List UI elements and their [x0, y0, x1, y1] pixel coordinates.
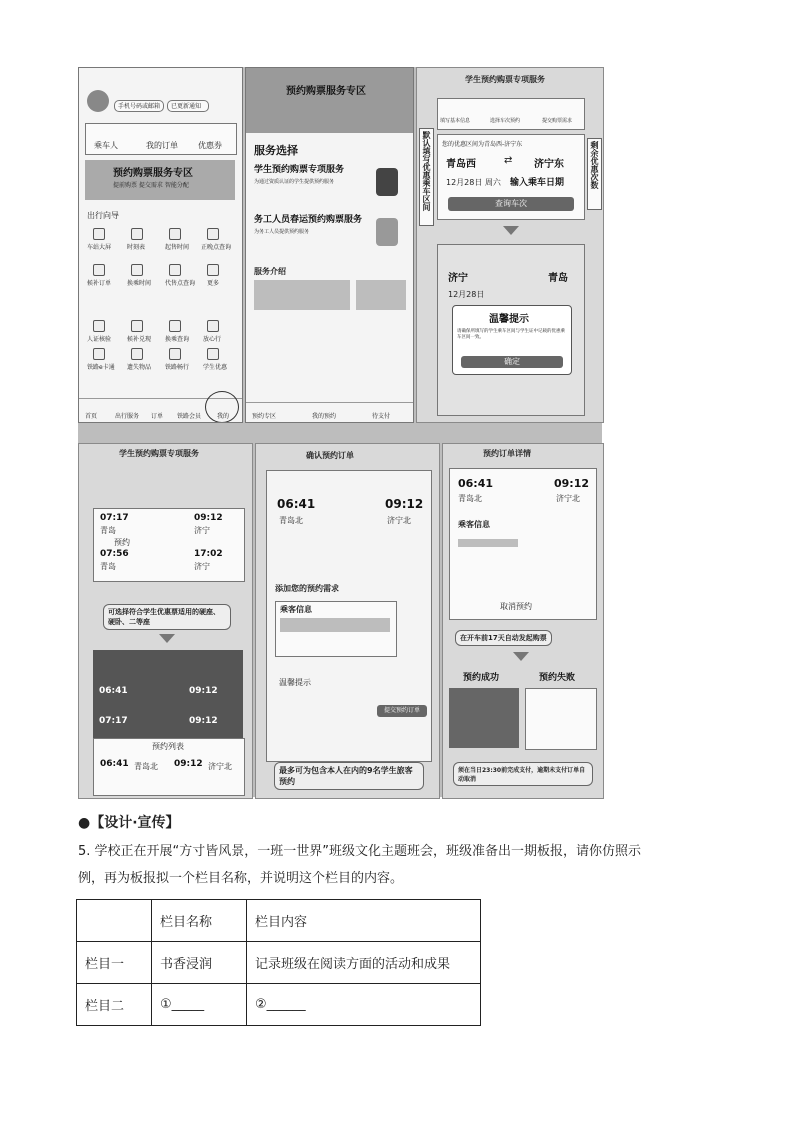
header-banner: 预约购票服务专区 [246, 68, 413, 133]
nav-unpaid[interactable]: 待支付 [372, 413, 391, 420]
train-list-card: 07:17 09:12 青岛 济宁 预约 07:56 17:02 青岛 济宁 [93, 508, 245, 582]
table-row: 栏目一 书香浸润 记录班级在阅读方面的活动和成果 [77, 942, 481, 984]
seat-callout: 可选择符合学生优惠票适用的硬座、硬卧、二等座 [103, 604, 231, 630]
panel3-header: 学生预约购票专项服务 [465, 75, 545, 84]
timetable-icon[interactable] [131, 228, 143, 240]
answer-blank-1[interactable]: ①_____ [152, 984, 247, 1026]
passenger-box: 乘客信息 [275, 601, 397, 657]
highlight-circle [205, 391, 239, 423]
table-header-row: 栏目名称 栏目内容 [77, 900, 481, 942]
worker-option[interactable]: 务工人员春运预约购票服务 为务工人员提供预约服务 [252, 210, 407, 256]
tab-select-train[interactable]: 选择车次预约 [490, 118, 521, 124]
lock-icon[interactable] [169, 320, 181, 332]
screen-icon[interactable] [93, 228, 105, 240]
lost-item-icon[interactable] [131, 348, 143, 360]
card-icon[interactable] [93, 348, 105, 360]
nav-my-reserve[interactable]: 我的预约 [312, 413, 337, 420]
guide-title: 出行向导 [87, 211, 119, 220]
date-field[interactable]: 12月28日 周六 [446, 178, 501, 187]
reserve-fail-label: 预约失败 [539, 673, 576, 683]
detail-card: 06:41 09:12 青岛北 济宁北 乘客信息 取消预约 [449, 468, 597, 620]
section-title: ●【设计·宣传】 [78, 815, 180, 831]
result-card: 济宁 青岛 12月28日 温馨提示 请确保所填写的学生乘车区间与学生证中记载的优惠乘车区间一致。 确定 [437, 244, 585, 416]
delay-icon[interactable] [207, 228, 219, 240]
query-button[interactable]: 查询车次 [448, 197, 574, 211]
query-card: 您的优惠区间为青岛西-济宁东 青岛西 ⇄ 济宁东 12月28日 周六 输入乘车日期 查询车次 [437, 134, 585, 220]
from-station[interactable]: 青岛西 [446, 159, 476, 170]
to-station[interactable]: 济宁东 [534, 159, 564, 170]
sale-time-icon[interactable] [169, 228, 181, 240]
passenger-placeholder [280, 618, 390, 632]
tab-submit[interactable]: 提交购票需求 [542, 118, 573, 124]
side-label-right: 剩余优惠次数 [587, 138, 602, 210]
question-line-2: 例，再为板报拟一个栏目名称，并说明这个栏目的内容。 [78, 871, 404, 886]
bottom-nav [79, 398, 242, 423]
notice-button[interactable]: 已更新通知 [167, 100, 209, 112]
down-arrow [503, 226, 519, 235]
side-label-left: 默认填写优惠乘车区间 [419, 128, 434, 226]
reserve-link[interactable]: 预约 [114, 538, 130, 547]
tab-fill-info[interactable]: 填写基本信息 [440, 118, 471, 124]
app-home-screen: 手机号码或邮箱 已更新通知 乘车人 我的订单 优惠券 预约购票服务专区 提前购票 提交需求 智能分配 出行向导 车站大屏 时刻表 起售时间 正晚点查询 候补订单 换乘时间 代售点查询 更多 人证核验 候补兑现 换乘查询 放心行 铁路e卡通 遗失物品 铁路畅行 学生优惠 首页 出行服务 订单 铁路会员 我的 [78, 67, 243, 423]
passenger-callout: 最多可为包含本人在内的9名学生旅客预约 [274, 762, 424, 790]
waitlist-icon[interactable] [93, 264, 105, 276]
passenger-placeholder [458, 539, 518, 547]
down-arrow [159, 634, 175, 643]
service-select-title: 服务选择 [254, 144, 298, 157]
down-arrow [513, 652, 529, 661]
train-list-screen [78, 443, 253, 799]
panel6-header: 预约订单详情 [483, 449, 531, 458]
screenshot-figure [78, 67, 602, 797]
shortcut-bar [85, 123, 237, 155]
shortcut-coupons[interactable]: 优惠券 [198, 141, 222, 150]
ticket-icon[interactable] [169, 348, 181, 360]
id-check-icon[interactable] [93, 320, 105, 332]
avatar [87, 90, 109, 112]
query-screen [416, 67, 604, 423]
nav-mine[interactable]: 我的 [217, 413, 230, 420]
question-line-1: 5. 学校正在开展“方寸皆风景，一班一世界”班级文化主题班会，班级准备出一期板报，请你仿照示 [78, 844, 642, 859]
bottom-nav [246, 402, 413, 423]
confirm-order-screen [255, 443, 440, 799]
order-card: 06:41 09:12 青岛北 济宁北 添加您的预约需求 乘客信息 温馨提示 提交预约订单 [266, 470, 432, 762]
reserve-success-label: 预约成功 [463, 673, 500, 683]
reservation-banner[interactable]: 预约购票服务专区 提前购票 提交需求 智能分配 [85, 160, 235, 200]
answer-blank-2[interactable]: ②______ [247, 984, 481, 1026]
nav-reserve[interactable]: 预约专区 [252, 413, 277, 420]
success-thumbnail [449, 688, 519, 748]
confirm-button[interactable]: 确定 [461, 356, 563, 368]
nav-home[interactable]: 首页 [85, 413, 98, 420]
intro-card-2[interactable] [356, 280, 406, 310]
step-tabs [437, 98, 585, 130]
student-icon[interactable] [207, 348, 219, 360]
cash-icon[interactable] [131, 320, 143, 332]
cancel-reserve-link[interactable]: 取消预约 [500, 602, 532, 611]
panel4-header: 学生预约购票专项服务 [119, 449, 199, 458]
nav-service[interactable]: 出行服务 [115, 413, 140, 420]
warning-dialog: 温馨提示 请确保所填写的学生乘车区间与学生证中记载的优惠乘车区间一致。 确定 [452, 305, 572, 375]
submit-order-button[interactable]: 提交预约订单 [377, 705, 427, 717]
student-option[interactable]: 学生预约购票专项服务 为通过资质认证的学生提供预约服务 [252, 160, 407, 206]
shortcut-orders[interactable]: 我的订单 [146, 141, 178, 150]
shortcut-passenger[interactable]: 乘车人 [94, 141, 118, 150]
panel5-header: 确认预约订单 [306, 451, 354, 460]
intro-title: 服务介绍 [254, 267, 286, 276]
worker-icon [376, 218, 398, 246]
nav-orders[interactable]: 订单 [151, 413, 164, 420]
agent-icon[interactable] [169, 264, 181, 276]
graduate-icon [376, 168, 398, 196]
fail-thumbnail [525, 688, 597, 750]
phone-icon[interactable] [207, 320, 219, 332]
transfer-icon[interactable] [131, 264, 143, 276]
order-detail-screen [442, 443, 604, 799]
payment-callout: 须在当日23:30前完成支付，逾期未支付订单自动取消 [453, 762, 593, 786]
more-icon[interactable] [207, 264, 219, 276]
nav-member[interactable]: 铁路会员 [177, 413, 202, 420]
service-select-screen [245, 67, 414, 423]
reserve-list-popup: 预约列表 06:41 青岛北 09:12 济宁北 [93, 738, 245, 796]
swap-icon[interactable]: ⇄ [504, 155, 513, 166]
table-row: 栏目二 ①_____ ②______ [77, 984, 481, 1026]
auto-buy-callout: 在开车前17天自动发起购票 [455, 630, 552, 646]
column-table [76, 899, 481, 1026]
intro-card[interactable] [254, 280, 350, 310]
login-button[interactable]: 手机号码或邮箱 [114, 100, 164, 112]
dark-train-list: 06:41 09:12 07:17 09:12 [93, 650, 243, 740]
